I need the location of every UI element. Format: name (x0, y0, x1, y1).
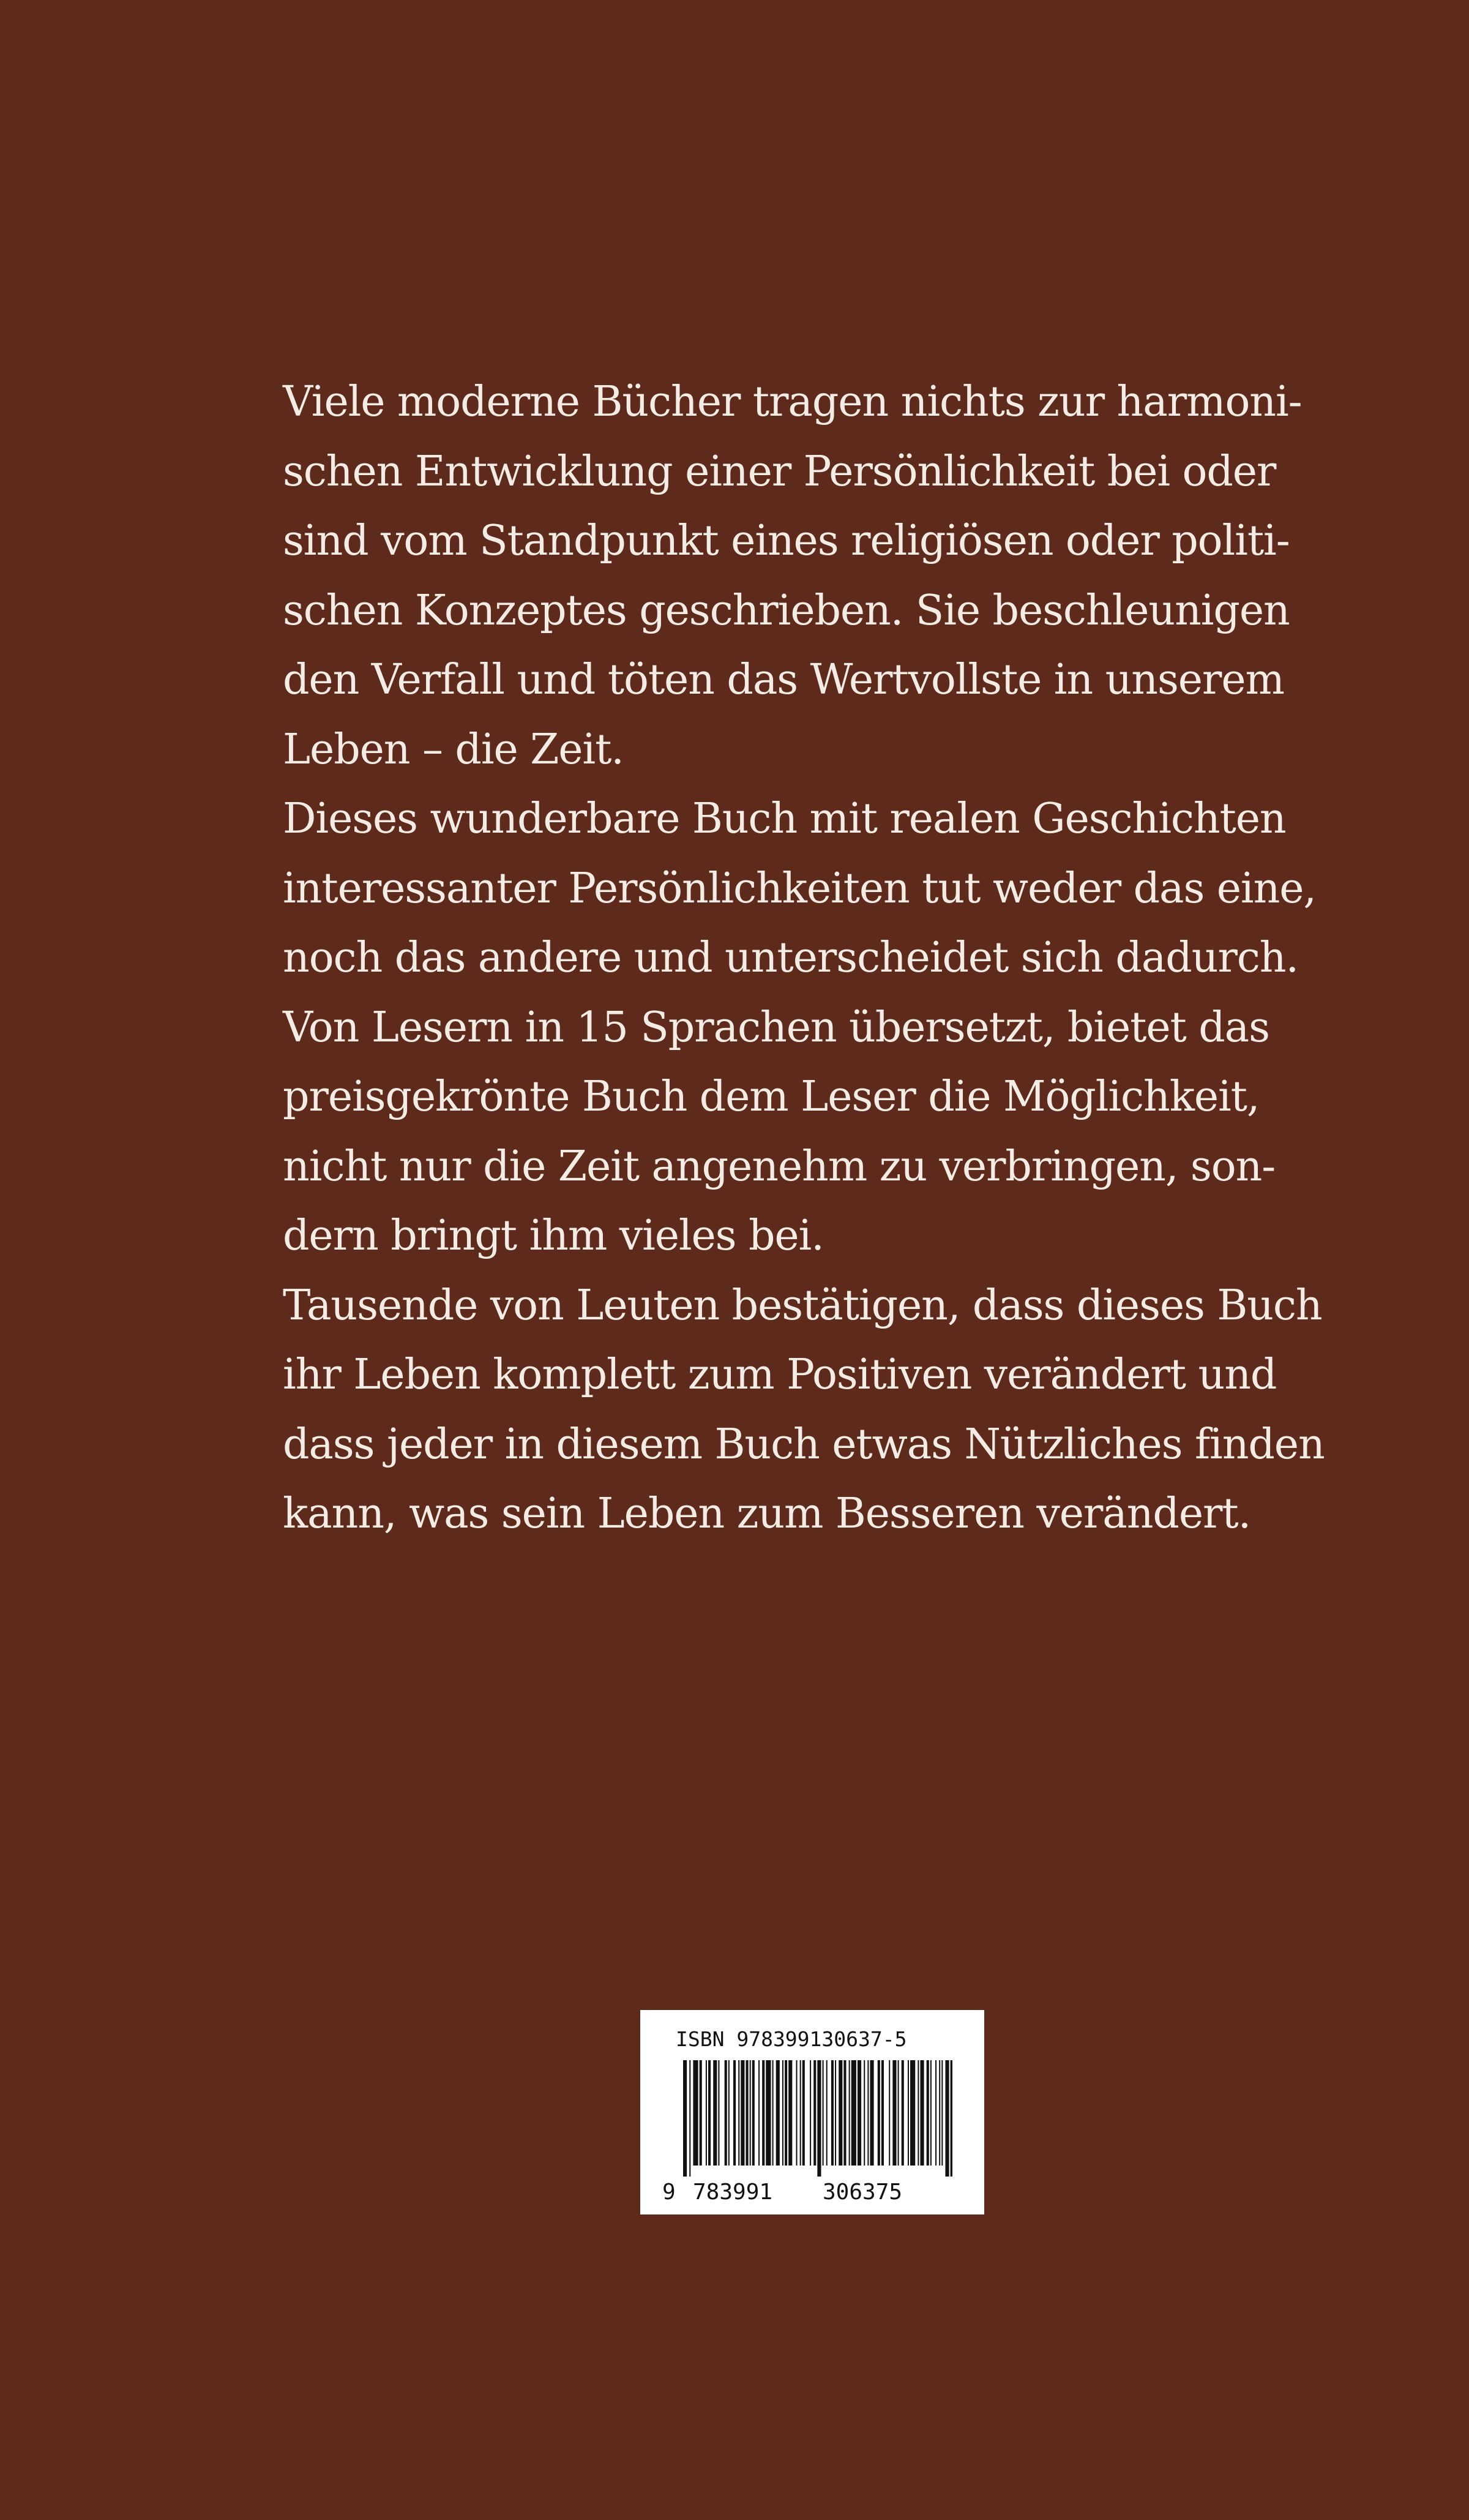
blurb-line: interessanter Persönlichkeiten tut weder das eine, (283, 864, 1316, 913)
barcode-bar (706, 2060, 707, 2166)
blurb-line: preisgekrönte Buch dem Leser die Möglichkeit, (283, 1073, 1260, 1121)
blurb-line: dern bringt ihm vieles bei. (283, 1212, 824, 1260)
barcode-bar (782, 2060, 783, 2166)
barcode-bar (813, 2060, 816, 2166)
barcode-bar (752, 2060, 755, 2166)
barcode-bar (788, 2060, 792, 2166)
barcode-bar (823, 2060, 824, 2166)
barcode-bar (927, 2060, 929, 2166)
barcode-bar (766, 2060, 771, 2166)
blurb-line: schen Konzeptes geschrieben. Sie beschleunigen (283, 586, 1290, 635)
barcode-bar (889, 2060, 890, 2166)
barcode-bar (802, 2060, 805, 2166)
isbn-barcode (640, 2010, 984, 2214)
barcode-bar (867, 2060, 869, 2166)
barcode-bar (920, 2060, 924, 2166)
blurb-line: Dieses wunderbare Buch mit realen Geschichten (283, 795, 1286, 843)
blurb-text (283, 367, 1372, 1549)
barcode-bar (910, 2060, 915, 2166)
barcode-bar (941, 2060, 943, 2166)
barcode-bar (718, 2060, 719, 2166)
barcode-bar (858, 2060, 861, 2166)
blurb-line: nicht nur die Zeit angenehm zu verbringen, son- (283, 1142, 1276, 1191)
barcode-bar (796, 2060, 798, 2166)
blurb-line: Tausende von Leuten bestätigen, dass dieses Buch (283, 1281, 1322, 1330)
barcode-bar (951, 2060, 952, 2177)
barcode-bar (708, 2060, 711, 2166)
barcode-bar (728, 2060, 730, 2166)
barcode-bar (851, 2060, 856, 2166)
barcode-bar (930, 2060, 932, 2166)
barcode-bar (908, 2060, 909, 2166)
barcode-bar (750, 2060, 751, 2166)
barcode-bar (683, 2060, 687, 2177)
barcode-bar (817, 2060, 821, 2177)
barcode-digit-lead: 9 (662, 2180, 676, 2205)
blurb-line: dass jeder in diesem Buch etwas Nützliches finden (283, 1420, 1325, 1469)
barcode-bar (843, 2060, 846, 2166)
barcode-bar (835, 2060, 836, 2166)
barcode-bar (849, 2060, 850, 2166)
blurb-line: Von Lesern in 15 Sprachen übersetzt, bietet das (283, 1003, 1269, 1052)
barcode-bar (772, 2060, 774, 2166)
barcode-bar (758, 2060, 760, 2166)
barcode-bar (800, 2060, 801, 2166)
barcode-digits-right: 306375 (823, 2180, 903, 2205)
barcode-bar (738, 2060, 739, 2166)
barcode-bar (693, 2060, 698, 2166)
barcode-bar (902, 2060, 904, 2166)
barcode-bar (713, 2060, 717, 2166)
barcode-bar (741, 2060, 744, 2166)
barcode-bar (945, 2060, 949, 2177)
barcode-bar (864, 2060, 865, 2166)
barcode-bar (810, 2060, 811, 2166)
barcode-bar (826, 2060, 828, 2166)
barcode-bar (881, 2060, 884, 2166)
barcode-bar (935, 2060, 936, 2166)
barcode-bar (733, 2060, 736, 2166)
blurb-line: Leben – die Zeit. (283, 725, 624, 774)
barcode-bar (776, 2060, 780, 2166)
blurb-line: noch das andere und unterscheidet sich dadurch. (283, 934, 1298, 982)
barcode-bar (831, 2060, 834, 2166)
barcode-bar (898, 2060, 899, 2166)
blurb-line: ihr Leben komplett zum Positiven verändert und (283, 1351, 1277, 1399)
barcode-bar (839, 2060, 842, 2166)
barcode-bar (892, 2060, 896, 2166)
barcode-bar (700, 2060, 702, 2166)
barcode-digits-left: 783991 (693, 2180, 773, 2205)
barcode-bar (725, 2060, 727, 2166)
barcode-bar (878, 2060, 880, 2166)
barcode-bars (683, 2060, 952, 2177)
barcode-bar (746, 2060, 749, 2166)
barcode-bar (762, 2060, 764, 2166)
barcode-bar (939, 2060, 940, 2166)
blurb-line: den Verfall und töten das Wertvollste in unserem (283, 656, 1284, 704)
blurb-line: sind vom Standpunkt eines religiösen oder politi- (283, 517, 1290, 565)
barcode-bar (785, 2060, 787, 2166)
barcode-bar (870, 2060, 873, 2166)
blurb-line: schen Entwicklung einer Persönlichkeit bei oder (283, 447, 1276, 496)
barcode-bar (689, 2060, 690, 2177)
barcode-bar (918, 2060, 919, 2166)
blurb-line: Viele moderne Bücher tragen nichts zur harmoni- (283, 378, 1302, 426)
isbn-label: ISBN 978399130637-5 (676, 2027, 907, 2051)
blurb-line: kann, was sein Leben zum Besseren verändert. (283, 1490, 1251, 1538)
